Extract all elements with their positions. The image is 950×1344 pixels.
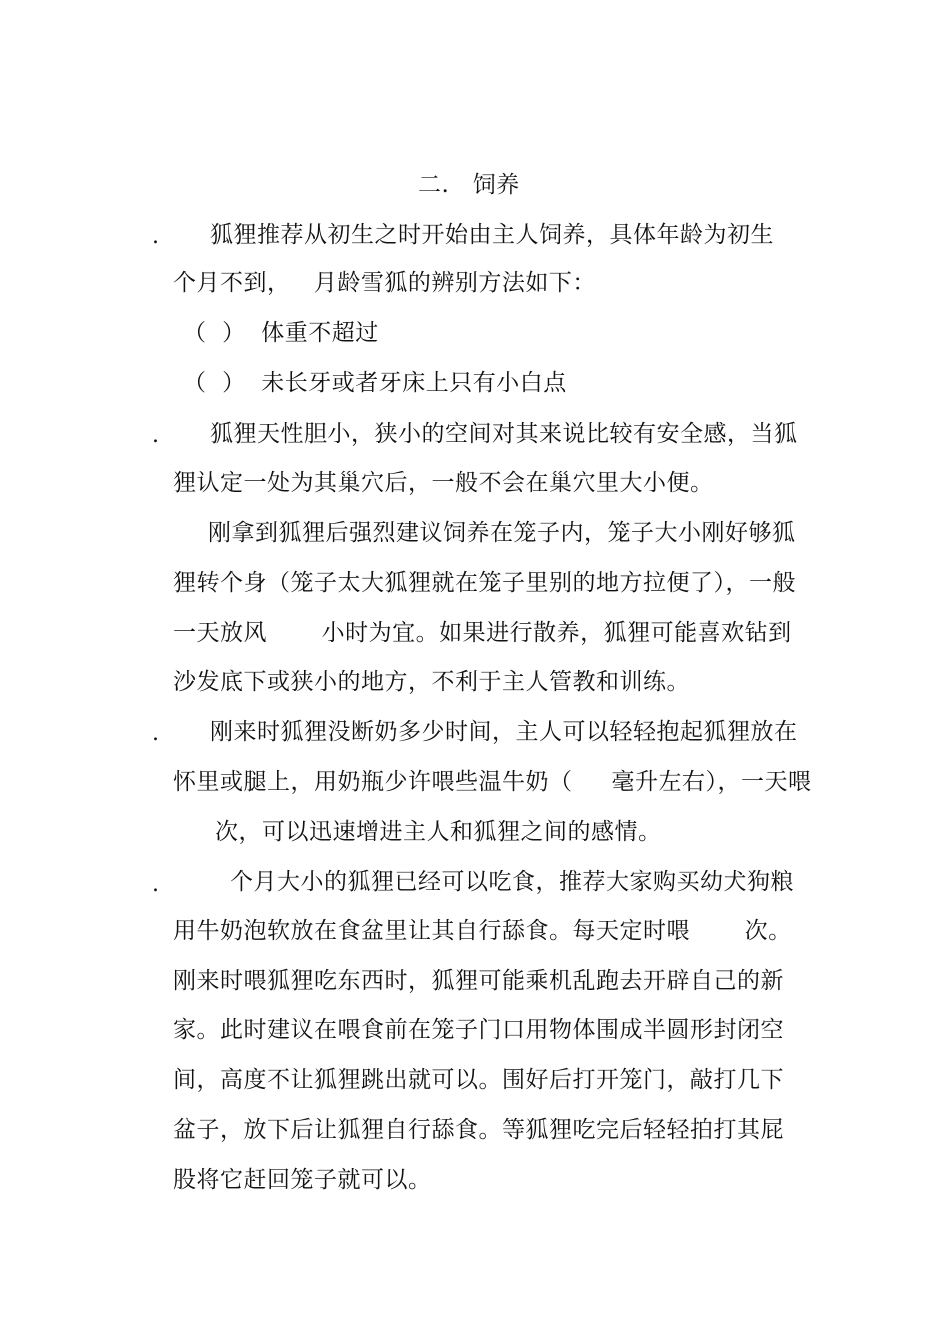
paragraph-line: 沙发底下或狭小的地方，不利于主人管教和训练。 xyxy=(173,669,690,695)
paragraph-line: 狸认定一处为其巢穴后，一般不会在巢穴里大小便。 xyxy=(173,470,714,496)
paragraph-line: 盆子，放下后让狐狸自行舔食。等狐狸吃完后轻轻拍打其屁 xyxy=(173,1117,784,1143)
paragraph-line: 股将它赶回笼子就可以。 xyxy=(173,1167,432,1193)
paragraph-line: 个月不到， 月龄雪狐的辨别方法如下： xyxy=(173,270,596,296)
paragraph-line: 狐狸天性胆小，狭小的空间对其来说比较有安全感，当狐 xyxy=(210,421,798,447)
paragraph-line: 刚来时狐狸没断奶多少时间，主人可以轻轻抱起狐狸放在 xyxy=(210,719,798,745)
paragraph-line: 怀里或腿上，用奶瓶少许喂些温牛奶（ 毫升左右），一天喂 xyxy=(173,769,812,795)
paragraph-line: 家。此时建议在喂食前在笼子门口用物体围成半圆形封闭空 xyxy=(173,1017,784,1043)
section-heading: 二. 饲养 xyxy=(418,172,520,198)
bullet-1: . xyxy=(152,224,159,249)
paragraph-line: 次，可以迅速增进主人和狐狸之间的感情。 xyxy=(215,819,662,845)
bullet-3: . xyxy=(152,721,159,746)
bullet-2: . xyxy=(152,423,159,448)
paragraph-line: 用牛奶泡软放在食盆里让其自行舔食。每天定时喂 次。 xyxy=(173,918,792,944)
paragraph-line: 一天放风 小时为宜。如果进行散养，狐狸可能喜欢钻到 xyxy=(173,620,792,646)
paragraph-line: 狸转个身（笼子太大狐狸就在笼子里别的地方拉便了），一般 xyxy=(173,570,796,596)
paragraph-line: 刚拿到狐狸后强烈建议饲养在笼子内，笼子大小刚好够狐 xyxy=(208,520,796,546)
paragraph-line: 个月大小的狐狸已经可以吃食，推荐大家购买幼犬狗粮 xyxy=(230,869,794,895)
list-item: （ ） 体重不超过 xyxy=(183,320,379,346)
paragraph-line: 刚来时喂狐狸吃东西时，狐狸可能乘机乱跑去开辟自己的新 xyxy=(173,968,784,994)
list-item: （ ） 未长牙或者牙床上只有小白点 xyxy=(183,370,567,396)
bullet-4: . xyxy=(152,872,159,897)
paragraph-line: 间，高度不让狐狸跳出就可以。围好后打开笼门，敲打几下 xyxy=(173,1067,784,1093)
paragraph-line: 狐狸推荐从初生之时开始由主人饲养，具体年龄为初生 xyxy=(210,222,774,248)
